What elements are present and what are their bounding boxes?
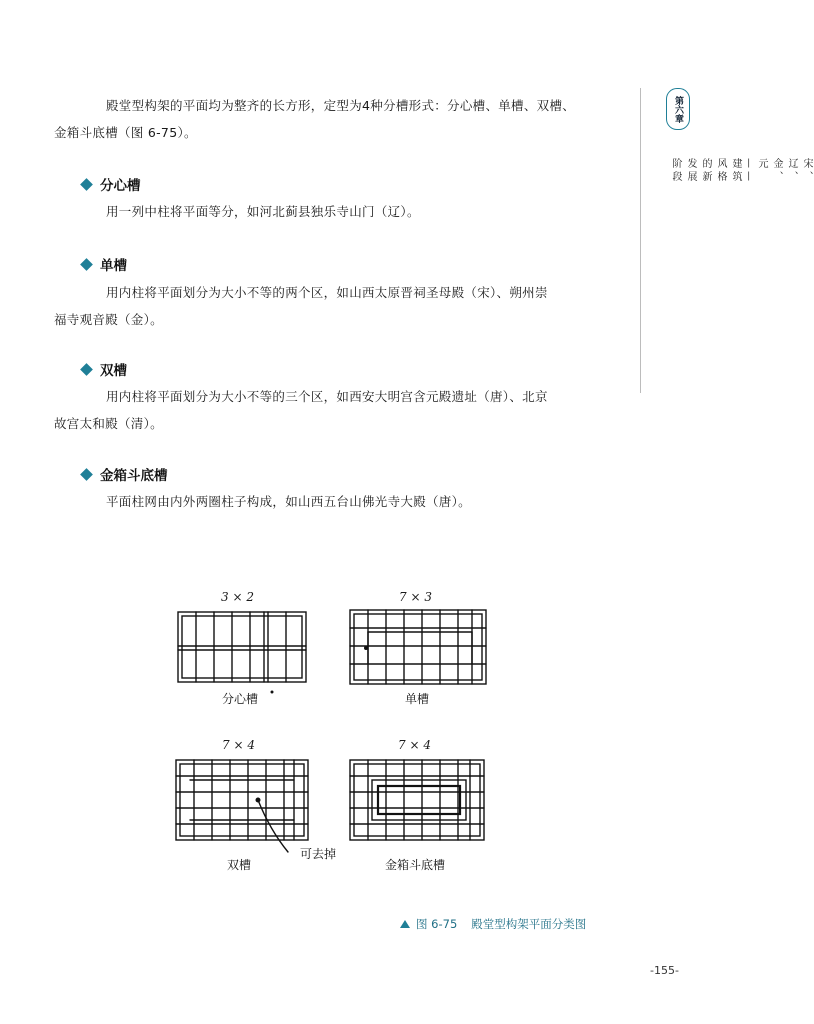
page-number: -155- [650,964,679,977]
section-text-line-1: 用内柱将平面划分为大小不等的三个区，如西安大明宫含元殿遗址（唐）、北京 [106,389,548,404]
section-text-line-1: 用内柱将平面划分为大小不等的两个区，如山西太原晋祠圣母殿（宋）、朔州崇 [106,285,548,300]
diagram-fenxin-grid [178,612,306,682]
diagram-size-label: 7 × 3 [399,590,432,604]
section-text: 用一列中柱将平面等分，如河北蓟县独乐寺山门（辽）。 [106,204,420,219]
section-text-line-2: 福寺观音殿（金）。 [54,312,163,327]
triangle-icon [400,920,410,928]
section-text-line-2: 故宫太和殿（清）。 [54,416,163,431]
section-title: 双槽 [100,363,127,379]
diagram-dan-grid [350,610,486,684]
caption-text: 殿堂型构架平面分类图 [471,917,587,931]
section-title: 分心槽 [100,178,141,194]
diagram-size-label: 7 × 4 [398,738,431,752]
diagram-shuang-grid [176,760,308,840]
annotation-label: 可去掉 [300,847,337,861]
diagram-size-label: 7 × 4 [222,738,255,752]
chapter-badge: 第六章 [666,88,690,130]
diagram-size-label: 3 × 2 [221,590,254,604]
diagram-name-label: 分心槽 [222,692,259,706]
diagram-name-label: 单槽 [405,692,430,706]
section-title: 金箱斗底槽 [100,468,168,484]
chapter-title-vertical: 宋、辽、金、元——建筑风格的新发展阶段 [670,158,812,184]
figure-caption [400,916,586,932]
caption-number: 图 6-75 [416,917,458,931]
diagram-name-label: 双槽 [227,858,252,872]
intro-line-2: 金箱斗底槽（图 6-75）。 [54,125,197,140]
diagram-jinxiang-grid [350,760,484,840]
intro-line-1: 殿堂型构架的平面均为整齐的长方形，定型为4种分槽形式：分心槽、单槽、双槽、 [106,98,576,113]
section-text: 平面柱网由内外两圈柱子构成，如山西五台山佛光寺大殿（唐）。 [106,494,471,509]
diagram-name-label: 金箱斗底槽 [385,858,446,872]
section-title: 单槽 [100,258,127,274]
